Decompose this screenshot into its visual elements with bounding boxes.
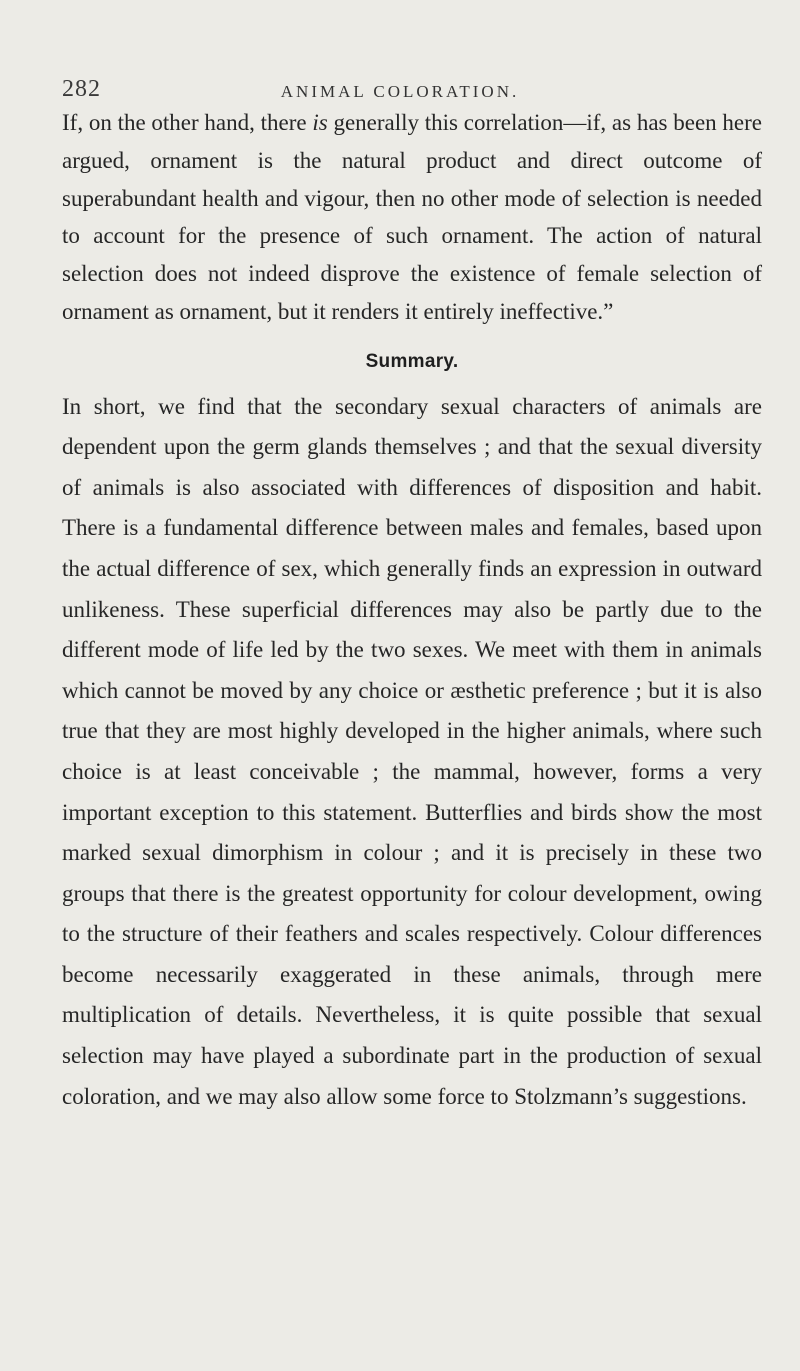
section-heading: Summary. [365, 350, 459, 372]
body-text [62, 104, 762, 1117]
emphasized-word: is [312, 110, 328, 135]
page-number: 282 [62, 76, 101, 102]
running-title: ANIMAL COLORATION. [280, 82, 520, 101]
paragraph-continuation [62, 104, 762, 331]
paragraph-text-rest: generally this correlation—if, as has been here argued, ornament is the natural product and direct outcome of superabundant health and vigour, then no other mode of selection is needed to account for the presence of such ornament. The action of natural selection does not indeed disprove the existence of female selection of ornament as ornament, but it renders it entirely ineffective.” [62, 110, 762, 324]
summary-paragraph: In short, we find that the secondary sexual characters of animals are dependent upon the germ glands themselves ; and that the sexual diversity of animals is also associated with differences of disposition and habit. There is a fundamental difference between males and females, based upon the actual difference of sex, which generally finds an expression in outward unlikeness. These superficial differences may also be partly due to the different mode of life led by the two sexes. We meet with them in animals which cannot be moved by any choice or æsthetic preference ; but it is also true that they are most highly developed in the higher animals, where such choice is at least conceivable ; the mammal, however, forms a very important exception to this statement. Butterflies and birds show the most marked sexual dimorphism in colour ; and it is precisely in these two groups that there is the greatest opportunity for colour development, owing to the structure of their feathers and scales respectively. Colour differences become necessarily exaggerated in these animals, through mere multiplication of details. Nevertheless, it is quite possible that sexual selection may have played a subordinate part in the production of sexual coloration, and we may also allow some force to Stolzmann’s suggestions. [62, 393, 762, 1109]
summary-section [62, 343, 762, 1117]
running-header [62, 68, 738, 108]
paragraph-text-start: If, on the other hand, there [62, 110, 313, 135]
